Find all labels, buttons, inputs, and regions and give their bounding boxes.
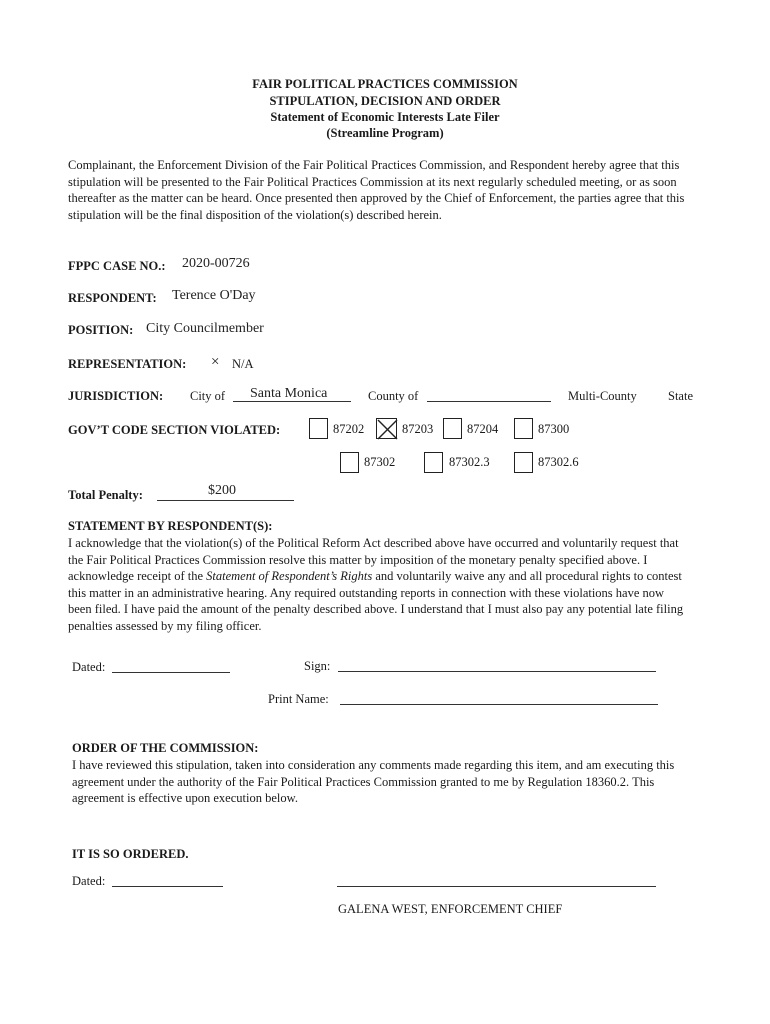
state-option: State [668, 389, 693, 403]
dated-field[interactable] [112, 672, 230, 673]
representation-label: REPRESENTATION: [68, 357, 187, 371]
print-name-label: Print Name: [268, 692, 329, 706]
code-87202-label: 87202 [333, 422, 365, 436]
county-label: County of [368, 389, 419, 403]
penalty-label: Total Penalty: [68, 488, 143, 502]
city-value[interactable]: Santa Monica [250, 386, 328, 401]
order-dated-field[interactable] [112, 886, 223, 887]
code-87302-6-checkbox[interactable] [514, 452, 533, 473]
code-87202-checkbox[interactable] [309, 418, 328, 439]
dated-label: Dated: [72, 660, 106, 674]
penalty-value[interactable]: $200 [208, 483, 236, 498]
code-87300-label: 87300 [538, 422, 570, 436]
code-87302-6-label: 87302.6 [538, 455, 579, 469]
rights-title: Statement of Respondent’s Rights [206, 569, 373, 583]
form-subtitle-3: (Streamline Program) [326, 126, 444, 140]
intro-paragraph: Complainant, the Enforcement Division of the Fair Political Practices Commission, and Respondent hereby agree that this stipulation will be presented to the Fair Political Practices Commission at its next regularly scheduled meeting, or as soon thereafter as the matter can be heard. Once presented then approved by the Chief of Enforcement, the parties agree that this stipulation will be the final disposition of the violation(s) described herein. [68, 158, 685, 222]
representation-x-mark[interactable]: × [211, 354, 220, 370]
respondent-value[interactable]: Terence O'Day [172, 288, 256, 303]
code-87302-label: 87302 [364, 455, 396, 469]
penalty-line [157, 500, 294, 501]
check-x-icon [377, 419, 398, 440]
order-heading: ORDER OF THE COMMISSION: [72, 741, 259, 755]
form-title: FAIR POLITICAL PRACTICES COMMISSION [252, 77, 518, 91]
code-87203-checkbox[interactable] [376, 418, 397, 439]
code-87302-checkbox[interactable] [340, 452, 359, 473]
multi-county-option: Multi-County [568, 389, 637, 403]
position-label: POSITION: [68, 323, 134, 337]
print-name-field[interactable] [340, 704, 658, 705]
signer-name: GALENA WEST, ENFORCEMENT CHIEF [338, 902, 563, 916]
case-number-value[interactable]: 2020-00726 [182, 256, 250, 271]
code-87300-checkbox[interactable] [514, 418, 533, 439]
form-subtitle: STIPULATION, DECISION AND ORDER [269, 94, 501, 108]
form-subtitle-2: Statement of Economic Interests Late Filer [270, 110, 500, 124]
respondent-label: RESPONDENT: [68, 291, 157, 305]
code-87302-3-label: 87302.3 [449, 455, 490, 469]
city-label: City of [190, 389, 226, 403]
so-ordered: IT IS SO ORDERED. [72, 847, 189, 861]
sign-field[interactable] [338, 671, 656, 672]
code-87204-label: 87204 [467, 422, 499, 436]
code-section-label: GOV’T CODE SECTION VIOLATED: [68, 423, 281, 437]
case-number-label: FPPC CASE NO.: [68, 259, 166, 273]
sign-label: Sign: [304, 659, 331, 673]
code-87204-checkbox[interactable] [443, 418, 462, 439]
order-dated-label: Dated: [72, 874, 106, 888]
chief-signature-line[interactable] [337, 886, 656, 887]
order-paragraph: I have reviewed this stipulation, taken into consideration any comments made regarding this item, and am executing this agreement under the authority of the Fair Political Practices Commission granted to me by Regulation 18360.2. This agreement is effective upon execution below. [72, 758, 675, 805]
position-value[interactable]: City Councilmember [146, 321, 264, 336]
representation-value: N/A [232, 357, 254, 371]
code-87203-label: 87203 [402, 422, 434, 436]
statement-heading: STATEMENT BY RESPONDENT(S): [68, 519, 273, 533]
statement-paragraph: I acknowledge that the violation(s) of the Political Reform Act described above have occurred and voluntarily request that the Fair Political Practices Commission resolve this matter by imposition of the monetary penalty specified above. I acknowledge receipt of the Statement of Respondent’s Rights and voluntarily waive any and all procedural rights to contest this matter in an administrative hearing. Any required outstanding reports in connection with these violations have now been filed. I have paid the amount of the penalty described above. I understand that I must also pay any potential late filing penalties assessed by my filing officer. [68, 536, 684, 633]
jurisdiction-label: JURISDICTION: [68, 389, 164, 403]
county-line[interactable] [427, 401, 551, 402]
code-87302-3-checkbox[interactable] [424, 452, 443, 473]
